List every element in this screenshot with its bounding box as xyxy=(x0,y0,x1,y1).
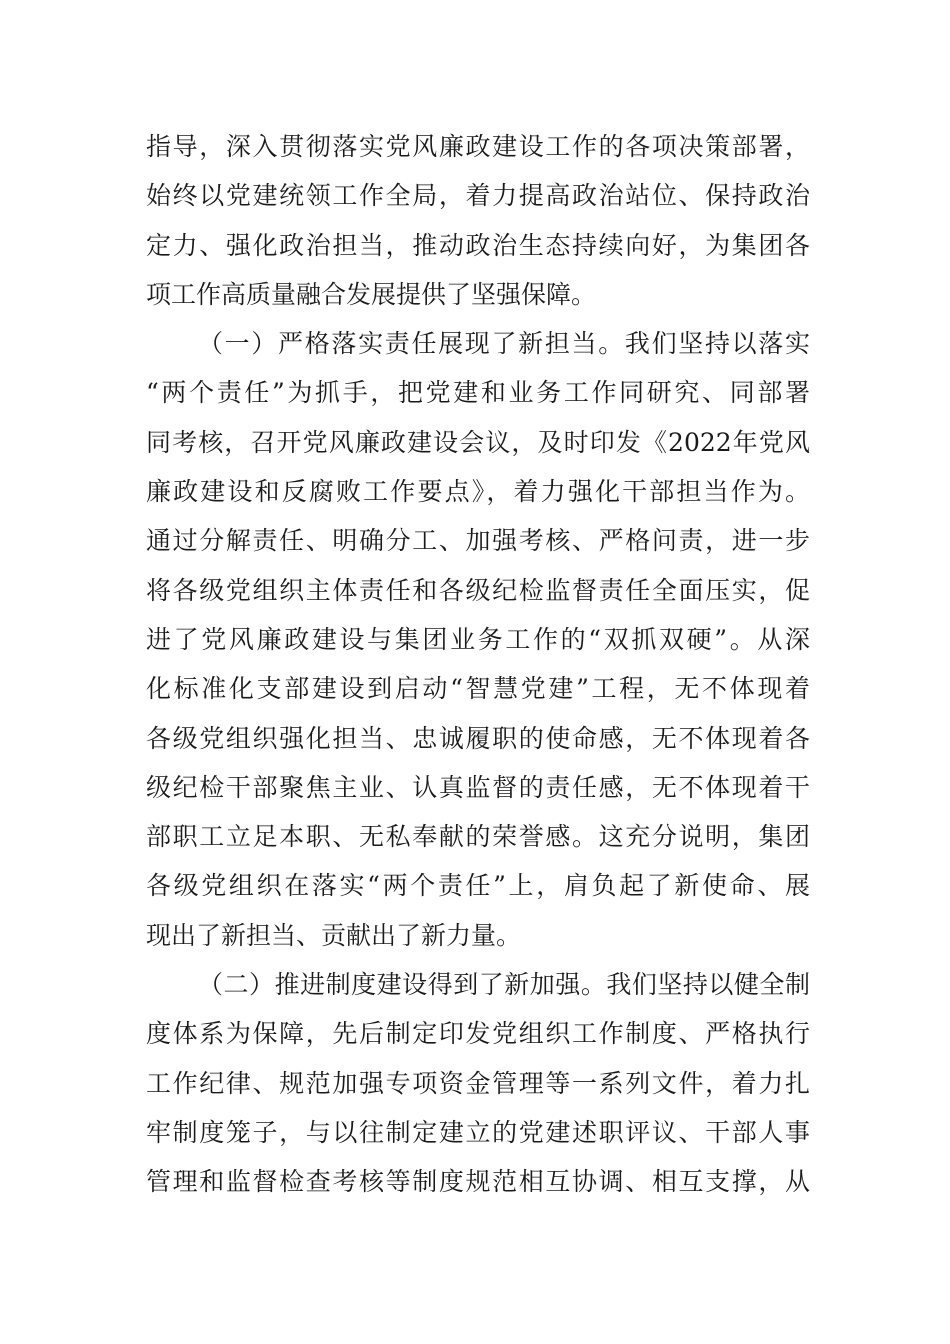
text-line: 管理和监督检查考核等制度规范相互协调、相互支撑，从 xyxy=(146,1167,810,1197)
text-line: 廉政建设和反腐败工作要点》，着力强化干部担当作为。 xyxy=(146,477,810,507)
text-line: 级纪检干部聚焦主业、认真监督的责任感，无不体现着干 xyxy=(146,772,810,802)
text-line: 通过分解责任、明确分工、加强考核、严格问责，进一步 xyxy=(146,526,810,556)
text-line: 将各级党组织主体责任和各级纪检监督责任全面压实，促 xyxy=(146,575,810,605)
text-line: 始终以党建统领工作全局，着力提高政治站位、保持政治 xyxy=(146,181,810,211)
section-heading-line: （二）推进制度建设得到了新加强。我们坚持以健全制 xyxy=(198,970,810,1000)
text-line: 部职工立足本职、无私奉献的荣誉感。这充分说明，集团 xyxy=(146,822,810,852)
text-line: 进了党风廉政建设与集团业务工作的“双抓双硬”。从深 xyxy=(146,624,810,654)
text-line: 定力、强化政治担当，推动政治生态持续向好，为集团各 xyxy=(146,230,810,260)
text-line: 现出了新担当、贡献出了新力量。 xyxy=(146,920,522,950)
text-line: 各级党组织在落实“两个责任”上，肩负起了新使命、展 xyxy=(146,871,810,901)
text-line: 工作纪律、规范加强专项资金管理等一系列文件，着力扎 xyxy=(146,1068,810,1098)
text-line: 同考核，召开党风廉政建设会议，及时印发《2022年党风 xyxy=(146,427,810,457)
section-heading-line: （一）严格落实责任展现了新担当。我们坚持以落实 xyxy=(198,329,810,359)
text-line: 化标准化支部建设到启动“智慧党建”工程，无不体现着 xyxy=(146,674,810,704)
text-line: 各级党组织强化担当、忠诚履职的使命感，无不体现着各 xyxy=(146,723,810,753)
text-line: 度体系为保障，先后制定印发党组织工作制度、严格执行 xyxy=(146,1019,810,1049)
text-line: 牢制度笼子，与以往制定建立的党建述职评议、干部人事 xyxy=(146,1117,810,1147)
text-line: “两个责任”为抓手，把党建和业务工作同研究、同部署 xyxy=(146,378,810,408)
text-line: 项工作高质量融合发展提供了坚强保障。 xyxy=(146,279,597,309)
document-body xyxy=(146,122,810,1207)
text-line: 指导，深入贯彻落实党风廉政建设工作的各项决策部署， xyxy=(146,132,810,161)
